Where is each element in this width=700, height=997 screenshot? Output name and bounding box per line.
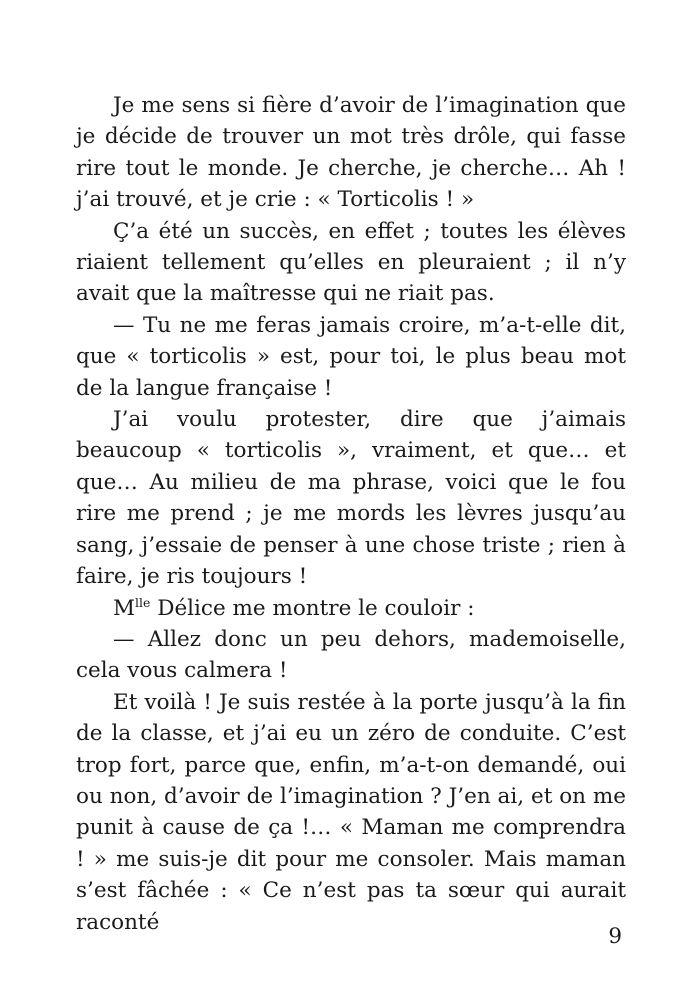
- paragraph-7: Et voilà ! Je suis restée à la porte jusqu’à la fin de la classe, et j’ai eu un zéro de conduite. C’est trop fort, parce que, enfin, m’a-t-on demandé, oui ou non, d’avoir de l’imagination ? J’en ai, et on me punit à cause de ça !… « Maman me comprendra ! » me suis-je dit pour me consoler. Mais maman s’est fâchée : « Ce n’est pas ta sœur qui aurait raconté: [76, 689, 626, 935]
- paragraph-2: Ç’a été un succès, en effet ; toutes les élèves riaient tellement qu’elles en pleuraient ; il n’y avait que la maîtresse qui ne riait pas.: [76, 218, 626, 307]
- text-block: [76, 90, 626, 938]
- paragraph-6: — Allez donc un peu dehors, mademoiselle, cela vous calmera !: [76, 626, 626, 684]
- paragraph-3: — Tu ne me feras jamais croire, m’a-t-elle dit, que « torticolis » est, pour toi, le plus beau mot de la langue française !: [76, 312, 626, 401]
- paragraph-5: [76, 593, 626, 624]
- paragraph-5-superscript: lle: [135, 594, 151, 610]
- paragraph-1: Je me sens si fière d’avoir de l’imagination que je décide de trouver un mot très drôle, qui fasse rire tout le monde. Je cherche, je cherche… Ah ! j’ai trouvé, et je crie : « Torticolis ! »: [76, 93, 626, 213]
- paragraph-4: J’ai voulu protester, dire que j’aimais beaucoup « torticolis », vraiment, et que… et que… Au milieu de ma phrase, voici que le fou rire me prend ; je me mords les lèvres jusqu’au sang, j’essaie de penser à une chose triste ; rien à faire, je ris toujours !: [76, 407, 626, 590]
- paragraph-5-prefix: M: [113, 595, 136, 621]
- paragraph-5-text: Délice me montre le couloir :: [150, 595, 475, 621]
- page-number: 9: [608, 924, 622, 949]
